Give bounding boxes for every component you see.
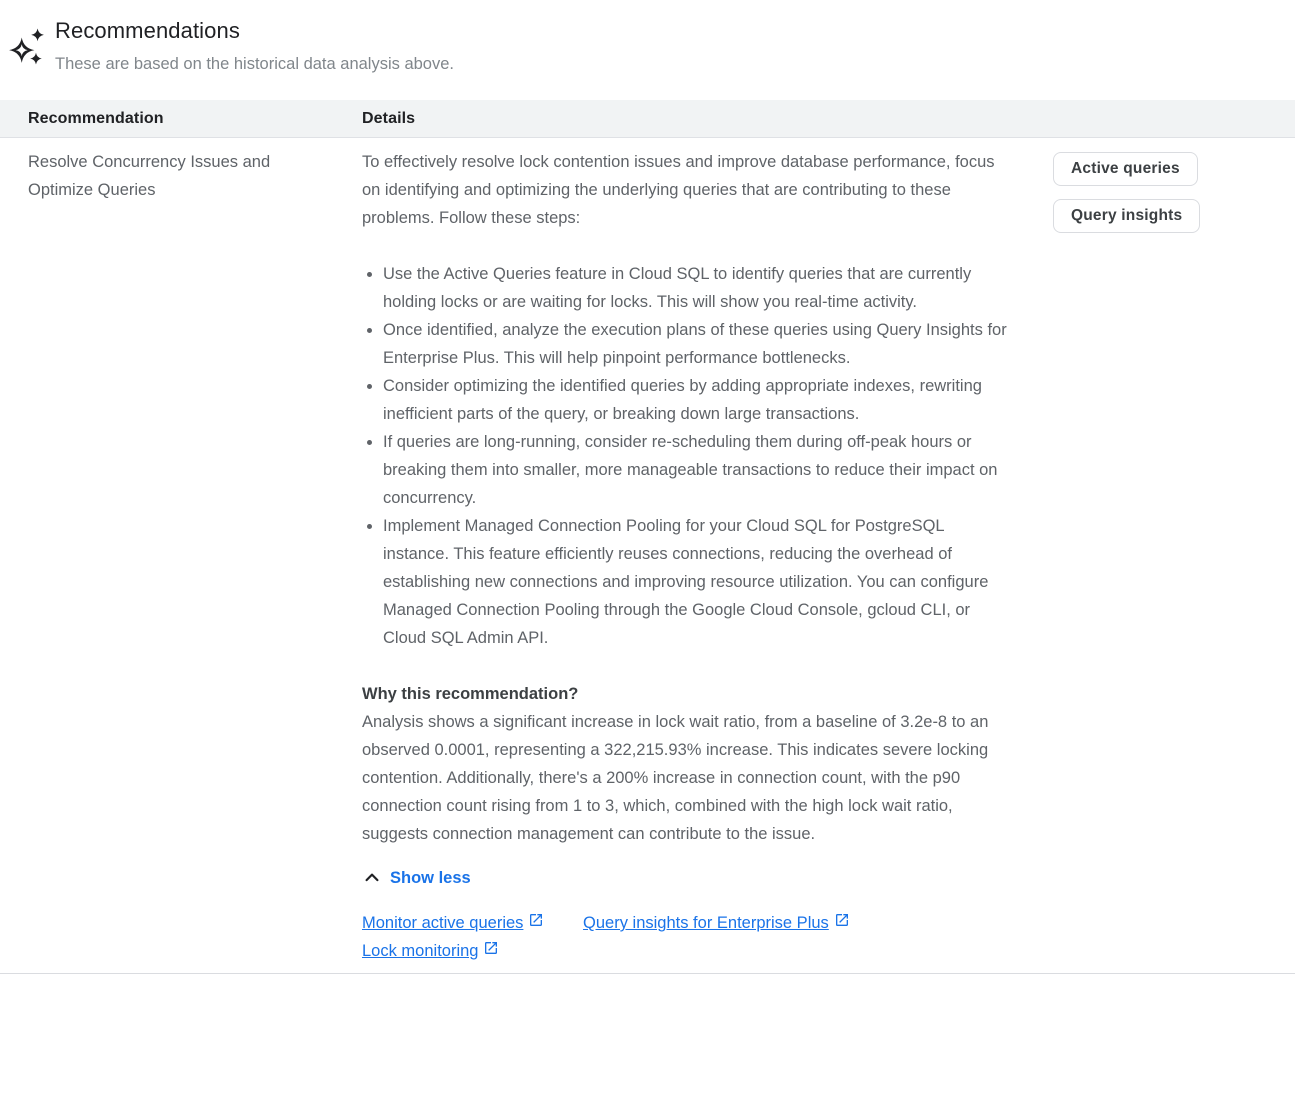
show-less-button[interactable] <box>362 868 471 888</box>
page-title: Recommendations <box>55 18 240 43</box>
recommendations-header <box>0 0 1295 76</box>
documentation-links <box>362 909 1007 965</box>
recommendation-actions <box>1007 148 1295 965</box>
link-label: Monitor active queries <box>362 914 524 932</box>
bullet-item: • Implement Managed Connection Pooling for your Cloud SQL for PostgreSQL instance. This feature efficiently reuses connections, reducing the overhead of establishing new connections and improving resource utilization. You can configure Managed Connection Pooling through the Google Cloud Console, gcloud CLI, or Cloud SQL Admin API. <box>383 512 1007 652</box>
link-lock-monitoring[interactable] <box>362 937 499 965</box>
details-intro: To effectively resolve lock contention issues and improve database performance, focus on identifying and optimizing the underlying queries that are contributing to these problems. Follow these steps: <box>362 153 995 227</box>
why-recommendation-text: Analysis shows a significant increase in lock wait ratio, from a baseline of 3.2e-8 to an observed 0.0001, representing a 322,215.93% increase. This indicates severe locking contention. Additionally, there's a 200% increase in connection count, with the p90 connection count rising from 1 to 3, which, combined with the high lock wait ratio, suggests connection management can contribute to the issue. <box>362 713 989 843</box>
column-header-details: Details <box>362 109 416 127</box>
details-bullet-list <box>362 260 1007 652</box>
link-monitor-active-queries[interactable] <box>362 909 544 937</box>
recommendations-table <box>0 100 1295 974</box>
page-subtitle: These are based on the historical data analysis above. <box>55 55 454 73</box>
recommendation-title: Resolve Concurrency Issues and Optimize Queries <box>28 153 271 199</box>
recommendation-details <box>362 148 1007 965</box>
link-label: Query insights for Enterprise Plus <box>583 914 829 932</box>
sparkle-icon <box>8 16 46 71</box>
show-less-label: Show less <box>390 868 471 887</box>
external-link-icon <box>528 909 544 937</box>
column-header-recommendation: Recommendation <box>28 109 164 127</box>
query-insights-button[interactable]: Query insights <box>1053 199 1200 233</box>
bullet-item: • Once identified, analyze the execution plans of these queries using Query Insights for Enterprise Plus. This will help pinpoint performance bottlenecks. <box>383 316 1007 372</box>
external-link-icon <box>483 937 499 965</box>
table-header-row <box>0 100 1295 138</box>
bullet-item: • If queries are long-running, consider re-scheduling them during off-peak hours or breaking them into smaller, more manageable transactions to reduce their impact on concurrency. <box>383 428 1007 512</box>
link-query-insights-enterprise-plus[interactable] <box>583 909 850 937</box>
active-queries-button[interactable]: Active queries <box>1053 152 1198 186</box>
why-recommendation-heading: Why this recommendation? <box>362 685 579 703</box>
bullet-item: • Consider optimizing the identified queries by adding appropriate indexes, rewriting inefficient parts of the query, or breaking down large transactions. <box>383 372 1007 428</box>
link-label: Lock monitoring <box>362 942 479 960</box>
chevron-up-icon <box>362 868 382 888</box>
table-row <box>0 138 1295 974</box>
bullet-item: • Use the Active Queries feature in Cloud SQL to identify queries that are currently holding locks or are waiting for locks. This will show you real-time activity. <box>383 260 1007 316</box>
external-link-icon <box>834 909 850 937</box>
